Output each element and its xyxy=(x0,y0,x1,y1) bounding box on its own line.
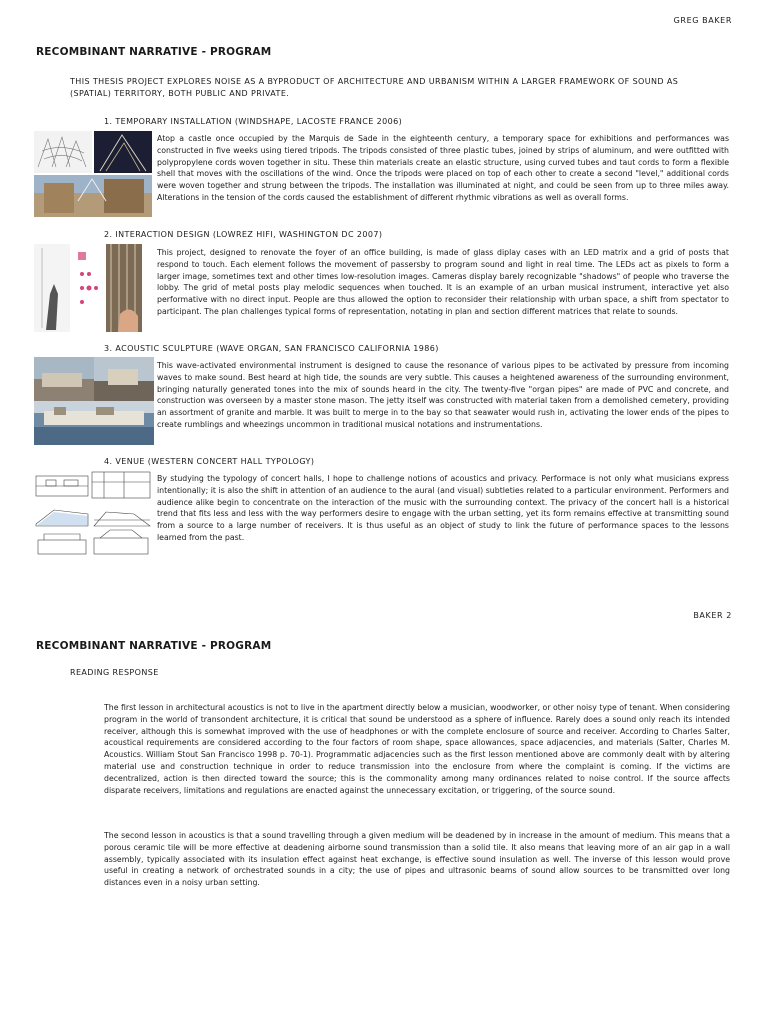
section-4-heading: 4. VENUE (WESTERN CONCERT HALL TYPOLOGY) xyxy=(104,457,315,466)
page-2-author: BAKER 2 xyxy=(693,611,732,620)
windshape-images xyxy=(34,131,152,217)
section-4-body: By studying the typology of concert halls, I hope to challenge notions of acoustics and privacy. Performace is not only what musicians express intentionally; it is also the shift in attention of an audience to the aural (and visual) subtleties related to a particular environment. Performers and audience alike begin to concentrate on the interaction of the music with the surrounding context. The privacy of the concert hall is a historical trend that fits less and less with the way performers desire to engage with the urban setting, yet its form remains effective at transmitting sound from a source to a large number of receivers. It is thus useful as an object of study to link the future of performance spaces to the lessons learned from the past. xyxy=(157,474,729,542)
page-title: RECOMBINANT NARRATIVE - PROGRAM xyxy=(36,46,272,58)
reading-response-paragraph-2: The second lesson in acoustics is that a sound travelling through a given medium will be deadened by in increase in the amount of medium. This means that a porous ceramic tile will be more effective at deadening airborne sound transmission than a solid tile. It also means that leaving more of an air gap in a wall assembly, typically associated with its insulation effect against heat exchange, is effective sound insulation as well. The inverse of this lesson would prove useful in creating a network of orchestrated sounds in a city; the use of pipes and ultrasonic beams of sound allow sources to be transmitted over long distances even in a noisy urban setting. xyxy=(104,831,730,888)
section-1-body: Atop a castle once occupied by the Marquis de Sade in the eighteenth century, a temporary space for exhibitions and performances was constructed in five weeks using tiered tripods. The tripods consisted of three plastic tubes, joined by strips of aluminum, and were outfitted with polypropylene cords woven together in situ. These thin materials create an elastic structure, using curved tubes and taut cords to form a flexible shell that moves with the oscillations of the wind. Once the tripods were placed on top of each other to create a second "level," additional cords were woven together and strung between the tripods. The installation was illuminated at night, and could be seen from up to three miles away. Alterations in the tension of the cords caused the establishment of different rhythmic vibrations as well as overall forms. xyxy=(157,134,729,202)
section-1-heading: 1. TEMPORARY INSTALLATION (WINDSHAPE, LACOSTE FRANCE 2006) xyxy=(104,117,403,126)
section-3-body: This wave-activated environmental instrument is designed to cause the resonance of various pipes to be activated by pressure from incoming waves to make sound. Best heard at high tide, the sounds are very subtle. This causes a heightened awareness of the surrounding environment, bringing naturally generated tones into the mix of sounds heard in the city. The twenty-five "organ pipes" are made of PVC and concrete, and construction was overseen by a master stone mason. The jetty itself was constructed with material taken from a demolished cemetery, providing an assortment of granite and marble. It was built to merge in to the bay so that seawater would rush in, activating the lower ends of the pipes to create rumblings and wheezings uncommon in traditional musical notations and instrumentations. xyxy=(157,361,729,429)
lowrez-images xyxy=(34,244,142,332)
section-2-heading: 2. INTERACTION DESIGN (LOWREZ HIFI, WASHINGTON DC 2007) xyxy=(104,230,383,239)
page-2-title: RECOMBINANT NARRATIVE - PROGRAM xyxy=(36,640,272,652)
reading-response-paragraph-1: The first lesson in architectural acoustics is not to live in the apartment directly below a musician, woodworker, or other noisy type of tenant. When considering program in the world of transondent architecture, it is critical that sound be understood as a sphere of influence. Rarely does a sound only reach its intended receiver, although this is somewhat improved with the use of headphones or with the complete enclosure of source and receiver. According to Charles Salter, acoustical requirements are considered according to the four factors of room shape, space allowances, space adjacencies, and materials (Salter, Charles M. Acoustics. William Stout San Francisco 1998 p. 70-1). Programmatic adjacencies such as the first lesson mentioned above are commonly dealt with by altering material use and construction technique in order to reduce transmission into the enclosure from where the complaint is coming. If the victims are decentralized, action is then directed toward the source; this is the commonality among many ordinances related to noise control. If the source affects disparate receivers, limitations and regulations are enacted against the unnecessary excitation, or triggering, of the source sound. xyxy=(104,703,730,795)
page-2-subtitle: READING RESPONSE xyxy=(70,668,159,677)
intro-text: THIS THESIS PROJECT EXPLORES NOISE AS A BYPRODUCT OF ARCHITECTURE AND URBANISM WITHIN A LARGER FRAMEWORK OF SOUND AS (SPATIAL) TERRITORY, BOTH PUBLIC AND PRIVATE. xyxy=(70,77,679,98)
section-3-heading: 3. ACOUSTIC SCULPTURE (WAVE ORGAN, SAN FRANCISCO CALIFORNIA 1986) xyxy=(104,344,439,353)
section-2-body: This project, designed to renovate the foyer of an office building, is made of glass diplay cases with an LED matrix and a grid of posts that respond to touch. Each element follows the movement of passersby to program sound and light in real time. The LEDs act as pixels to form a larger image, sometimes text and other times low-resolution images. Cameras display barely recognizable "shadows" of people who traverse the lobby. The grid of metal posts play melodic sequences when touched. It is an example of an urban musical instrument, interactive yet also performative with no direct input. People are thus allowed the option to reconsider their relationship with urban space, a shift from spectator to participant. The plan challenges typical forms of representation, notating in plan and section different matrices that relate to sounds. xyxy=(157,248,729,316)
concert-hall-drawings xyxy=(34,470,154,558)
page-author: GREG BAKER xyxy=(673,16,732,25)
wave-organ-images xyxy=(34,357,154,445)
